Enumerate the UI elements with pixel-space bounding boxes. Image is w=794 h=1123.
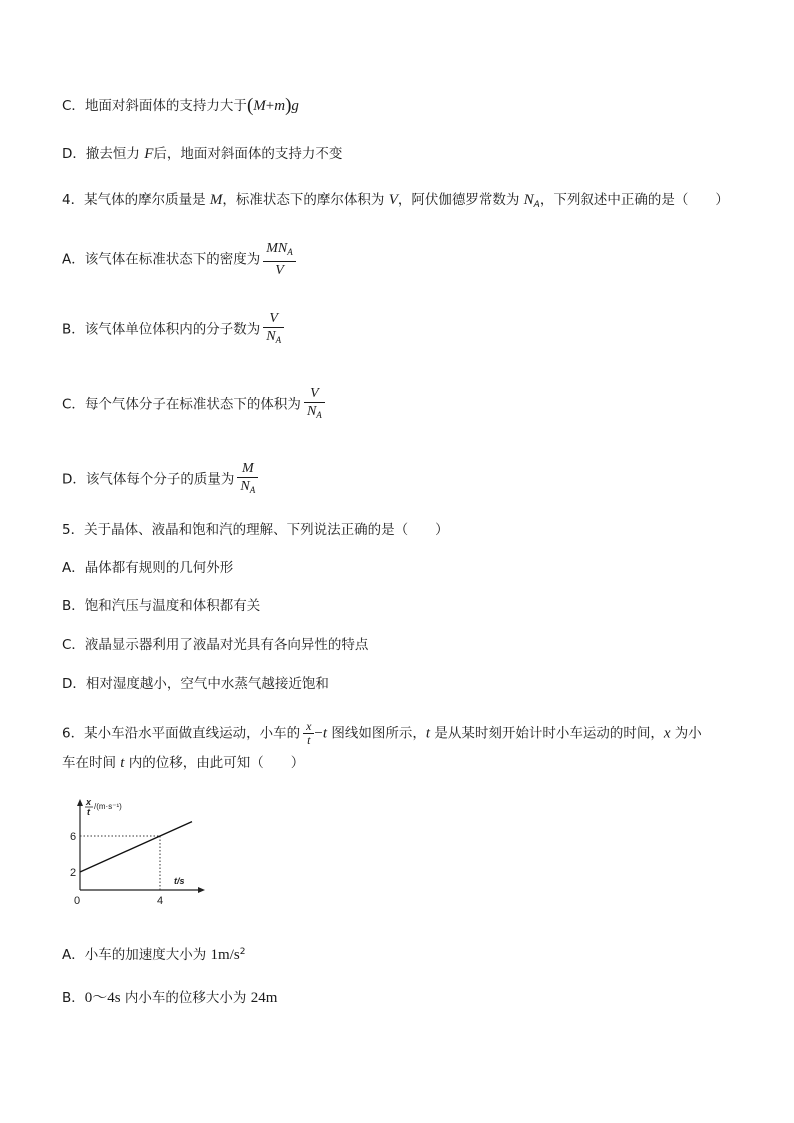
var-t: t bbox=[322, 725, 328, 742]
option-text: 地面对斜面体的支持力大于 bbox=[84, 98, 247, 114]
q6-stem-continued: 车在时间 t 内的位移，由此可知（ ） bbox=[62, 755, 305, 771]
y-axis-label-den: t bbox=[87, 807, 90, 817]
fraction: $\frac{MN_A}{V}$ bbox=[263, 240, 296, 279]
option-text: 该气体单位体积内的分子数为 bbox=[84, 321, 261, 338]
q4-option-b bbox=[62, 310, 284, 349]
option-label: D． bbox=[62, 146, 86, 162]
x-axis-arrow bbox=[198, 887, 205, 893]
q6-graph bbox=[60, 792, 220, 912]
x-axis-label: t/s bbox=[174, 876, 185, 886]
y-tick-label-6: 6 bbox=[70, 831, 77, 843]
option-label: D． bbox=[62, 471, 86, 488]
var-t: t bbox=[120, 755, 125, 771]
var-m: m bbox=[274, 98, 286, 114]
q3-option-d bbox=[62, 144, 342, 164]
fraction-x-over-t: $\frac{x}{t}$ bbox=[303, 720, 314, 747]
plus-sign: + bbox=[265, 98, 275, 114]
option-text: 后，地面对斜面体的支持力不变 bbox=[153, 146, 343, 162]
y-axis-label-unit: /(m·s⁻¹) bbox=[94, 802, 122, 811]
q3-option-c: C．地面对斜面体的支持力大于(M+m)g bbox=[62, 95, 299, 116]
option-label: B． bbox=[62, 321, 85, 338]
q4-option-c bbox=[62, 385, 325, 424]
var-x: x bbox=[663, 725, 671, 742]
option-text: 撤去恒力 bbox=[85, 146, 145, 162]
q6-stem: 6．某小车沿水平面做直线运动，小车的 $\frac{x}{t}$ −t 图线如图所示，t 是从某时刻开始计时小车运动的时间，x 为小 bbox=[62, 719, 702, 747]
fraction: $\frac{V}{N_A}$ bbox=[263, 310, 284, 349]
answer-value: 1m/s bbox=[210, 947, 240, 963]
q4-option-a bbox=[62, 240, 296, 279]
var-M: M bbox=[253, 98, 266, 114]
fraction: $\frac{M}{N_A}$ bbox=[237, 460, 258, 499]
time-range: 0～4s bbox=[84, 990, 121, 1006]
y-axis-label-num: x bbox=[86, 797, 92, 807]
q6-option-b: B．0～4s 内小车的位移大小为 24m bbox=[62, 990, 278, 1006]
option-label: A． bbox=[62, 251, 85, 268]
var-g: g bbox=[291, 98, 299, 114]
series-line bbox=[80, 822, 192, 872]
q5-option-c: C．液晶显示器利用了液晶对光具有各向异性的特点 bbox=[62, 637, 369, 653]
option-text: 该气体每个分子的质量为 bbox=[85, 471, 235, 488]
var-F: F bbox=[144, 146, 154, 162]
option-text: 每个气体分子在标准状态下的体积为 bbox=[84, 396, 301, 413]
y-axis-arrow bbox=[77, 799, 83, 806]
y-tick-label-2: 2 bbox=[70, 867, 77, 879]
option-label: C． bbox=[62, 98, 85, 114]
q4-option-d bbox=[62, 460, 258, 499]
origin-label: 0 bbox=[74, 895, 81, 907]
q5-stem: 5．关于晶体、液晶和饱和汽的理解、下列说法正确的是（ ） bbox=[62, 522, 449, 538]
q5-option-a: A．晶体都有规则的几何外形 bbox=[62, 560, 234, 576]
x-tick-label-4: 4 bbox=[157, 895, 164, 907]
var-V: V bbox=[388, 192, 398, 208]
var-M: M bbox=[209, 192, 223, 208]
var-t: t bbox=[425, 725, 431, 742]
fraction: $\frac{V}{N_A}$ bbox=[304, 385, 325, 424]
q5-option-d: D．相对湿度越小，空气中水蒸气越接近饱和 bbox=[62, 676, 329, 692]
q5-option-b: B．饱和汽压与温度和体积都有关 bbox=[62, 598, 261, 614]
var-N: N bbox=[523, 192, 534, 208]
q6-option-a: A．小车的加速度大小为 $1m/s^2$ bbox=[62, 947, 246, 963]
option-text: 该气体在标准状态下的密度为 bbox=[84, 251, 261, 268]
q4-stem: 4．某气体的摩尔质量是 M，标准状态下的摩尔体积为 V，阿伏伽德罗常数为 $N_A$，下列叙述中正确的是（ ） bbox=[62, 192, 729, 210]
answer-value: 24m bbox=[250, 990, 278, 1006]
option-label: C． bbox=[62, 396, 85, 413]
